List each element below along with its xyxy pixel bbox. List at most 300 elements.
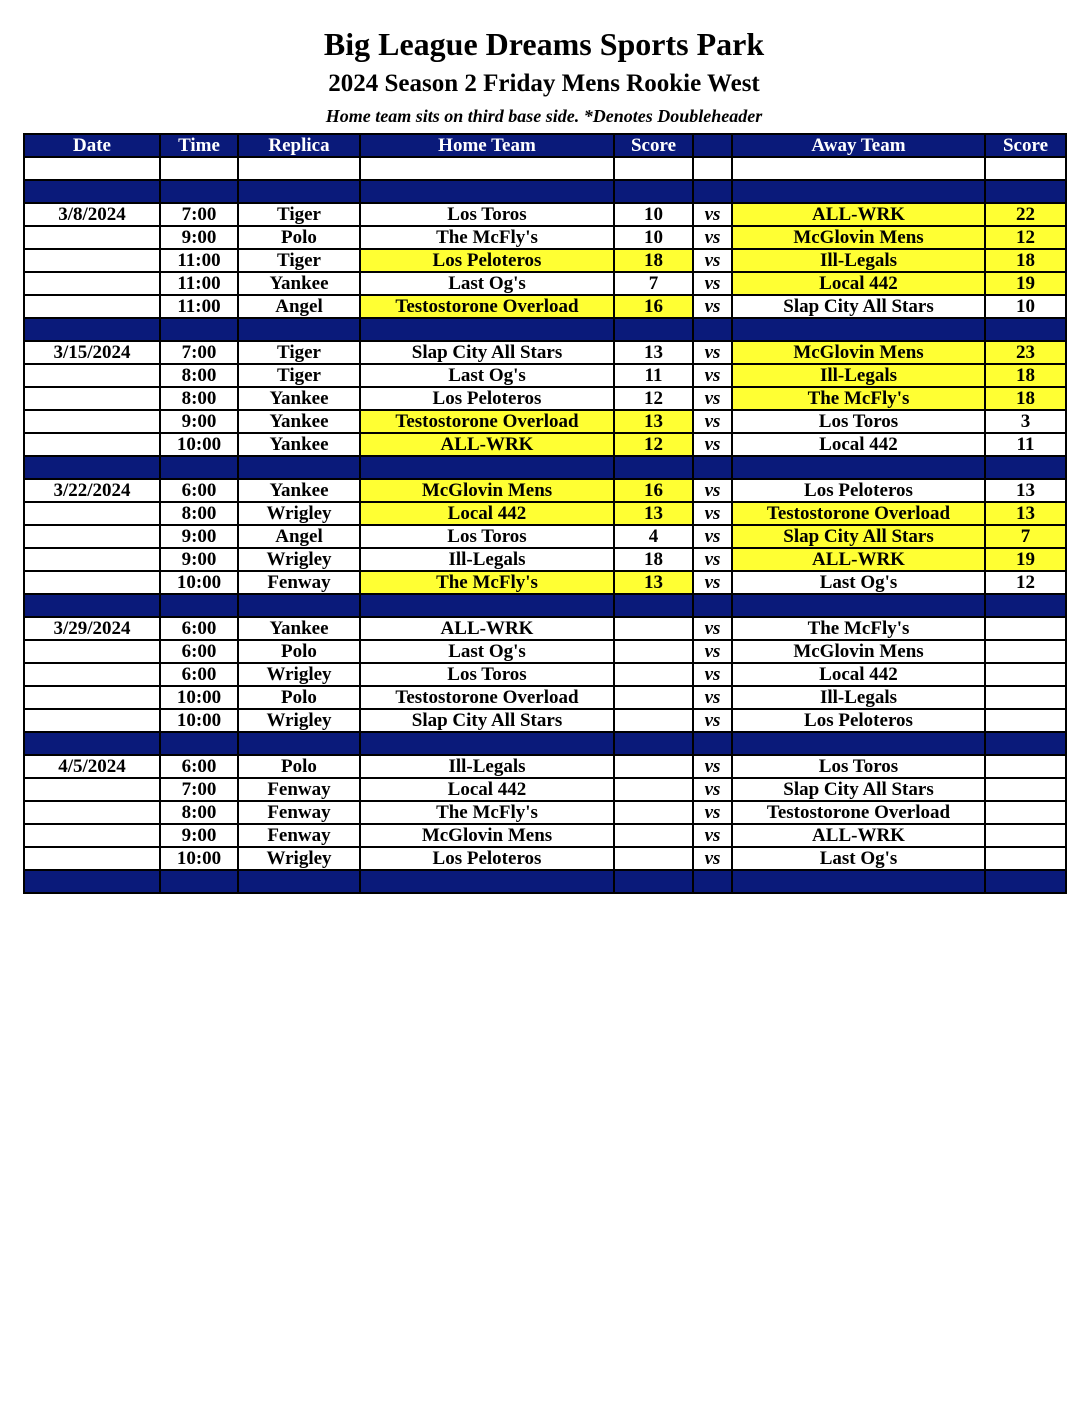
game-time: 10:00 <box>160 433 238 456</box>
vs-label: vs <box>693 295 732 318</box>
page-subtitle: 2024 Season 2 Friday Mens Rookie West <box>328 70 760 97</box>
home-team: Last Og's <box>360 640 614 663</box>
game-row <box>24 778 1066 801</box>
home-score: 12 <box>614 433 693 456</box>
home-score <box>614 709 693 732</box>
game-time: 10:00 <box>160 709 238 732</box>
game-date <box>24 272 160 295</box>
away-score: 13 <box>985 502 1066 525</box>
away-score <box>985 755 1066 778</box>
separator-cell <box>732 870 985 893</box>
week-separator <box>24 594 1066 617</box>
game-date <box>24 525 160 548</box>
game-field: Polo <box>238 640 360 663</box>
separator-cell <box>160 456 238 479</box>
home-team: Local 442 <box>360 502 614 525</box>
game-field: Wrigley <box>238 847 360 870</box>
home-score <box>614 686 693 709</box>
away-score: 23 <box>985 341 1066 364</box>
separator-cell <box>614 594 693 617</box>
game-time: 10:00 <box>160 571 238 594</box>
blank-row <box>24 157 1066 180</box>
game-date <box>24 433 160 456</box>
away-score: 13 <box>985 479 1066 502</box>
away-score: 12 <box>985 571 1066 594</box>
blank-cell <box>360 157 614 180</box>
game-date <box>24 709 160 732</box>
home-team: Los Peloteros <box>360 387 614 410</box>
home-score: 10 <box>614 226 693 249</box>
schedule-table <box>23 133 1067 894</box>
away-score: 18 <box>985 387 1066 410</box>
separator-cell <box>238 594 360 617</box>
game-row <box>24 824 1066 847</box>
separator-cell <box>238 318 360 341</box>
away-team: Los Toros <box>732 410 985 433</box>
separator-cell <box>238 456 360 479</box>
away-team: ALL-WRK <box>732 548 985 571</box>
col-header-time: Time <box>160 134 238 157</box>
separator-cell <box>693 318 732 341</box>
away-score <box>985 778 1066 801</box>
home-score <box>614 640 693 663</box>
home-score <box>614 801 693 824</box>
home-score <box>614 617 693 640</box>
away-team: McGlovin Mens <box>732 341 985 364</box>
away-score: 18 <box>985 249 1066 272</box>
home-score: 7 <box>614 272 693 295</box>
away-team: ALL-WRK <box>732 203 985 226</box>
game-field: Yankee <box>238 433 360 456</box>
vs-label: vs <box>693 824 732 847</box>
game-date <box>24 663 160 686</box>
separator-cell <box>693 594 732 617</box>
blank-cell <box>985 157 1066 180</box>
separator-cell <box>160 732 238 755</box>
home-team: Ill-Legals <box>360 548 614 571</box>
vs-label: vs <box>693 272 732 295</box>
game-field: Angel <box>238 295 360 318</box>
away-team: Local 442 <box>732 433 985 456</box>
separator-cell <box>985 732 1066 755</box>
game-row <box>24 640 1066 663</box>
vs-label: vs <box>693 364 732 387</box>
home-score: 13 <box>614 410 693 433</box>
game-field: Wrigley <box>238 548 360 571</box>
separator-cell <box>360 180 614 203</box>
away-score <box>985 801 1066 824</box>
home-score: 16 <box>614 479 693 502</box>
game-field: Yankee <box>238 617 360 640</box>
game-field: Yankee <box>238 479 360 502</box>
home-score: 13 <box>614 341 693 364</box>
blank-cell <box>160 157 238 180</box>
game-date <box>24 801 160 824</box>
game-field: Polo <box>238 755 360 778</box>
separator-cell <box>24 180 160 203</box>
away-team: Ill-Legals <box>732 249 985 272</box>
schedule-note: Home team sits on third base side. *Denotes Doubleheader <box>325 106 763 126</box>
separator-cell <box>24 732 160 755</box>
game-row <box>24 410 1066 433</box>
vs-label: vs <box>693 755 732 778</box>
home-score: 12 <box>614 387 693 410</box>
game-field: Wrigley <box>238 709 360 732</box>
game-field: Yankee <box>238 410 360 433</box>
game-row <box>24 525 1066 548</box>
game-row <box>24 847 1066 870</box>
separator-cell <box>693 732 732 755</box>
game-field: Yankee <box>238 272 360 295</box>
home-team: The McFly's <box>360 571 614 594</box>
game-row <box>24 571 1066 594</box>
blank-cell <box>693 157 732 180</box>
game-row <box>24 341 1066 364</box>
game-date <box>24 226 160 249</box>
game-date <box>24 410 160 433</box>
game-time: 10:00 <box>160 686 238 709</box>
away-team: Testostorone Overload <box>732 801 985 824</box>
game-row <box>24 249 1066 272</box>
separator-cell <box>693 180 732 203</box>
away-score: 19 <box>985 548 1066 571</box>
separator-cell <box>732 594 985 617</box>
game-row <box>24 433 1066 456</box>
vs-label: vs <box>693 847 732 870</box>
separator-cell <box>24 870 160 893</box>
game-row <box>24 755 1066 778</box>
separator-cell <box>24 456 160 479</box>
home-team: Slap City All Stars <box>360 709 614 732</box>
away-score: 18 <box>985 364 1066 387</box>
separator-cell <box>238 180 360 203</box>
separator-cell <box>614 180 693 203</box>
game-time: 9:00 <box>160 410 238 433</box>
away-score: 3 <box>985 410 1066 433</box>
col-header-home-score: Score <box>614 134 693 157</box>
away-team: Local 442 <box>732 272 985 295</box>
week-separator <box>24 318 1066 341</box>
vs-label: vs <box>693 226 732 249</box>
separator-cell <box>24 318 160 341</box>
game-date <box>24 249 160 272</box>
away-score <box>985 686 1066 709</box>
game-field: Polo <box>238 686 360 709</box>
game-time: 8:00 <box>160 801 238 824</box>
home-team: Testostorone Overload <box>360 686 614 709</box>
game-row <box>24 479 1066 502</box>
game-field: Fenway <box>238 778 360 801</box>
game-field: Tiger <box>238 203 360 226</box>
game-time: 7:00 <box>160 203 238 226</box>
away-score: 12 <box>985 226 1066 249</box>
col-header-vs <box>693 134 732 157</box>
vs-label: vs <box>693 249 732 272</box>
home-team: Los Toros <box>360 203 614 226</box>
game-row <box>24 364 1066 387</box>
game-date <box>24 548 160 571</box>
separator-cell <box>732 180 985 203</box>
game-date <box>24 364 160 387</box>
separator-cell <box>614 732 693 755</box>
separator-cell <box>24 594 160 617</box>
vs-label: vs <box>693 387 732 410</box>
game-time: 7:00 <box>160 778 238 801</box>
game-time: 6:00 <box>160 663 238 686</box>
away-score: 19 <box>985 272 1066 295</box>
game-date <box>24 502 160 525</box>
home-team: The McFly's <box>360 801 614 824</box>
separator-cell <box>160 870 238 893</box>
home-score: 4 <box>614 525 693 548</box>
game-date <box>24 824 160 847</box>
vs-label: vs <box>693 617 732 640</box>
game-date <box>24 778 160 801</box>
away-team: Ill-Legals <box>732 686 985 709</box>
game-row <box>24 801 1066 824</box>
game-row <box>24 686 1066 709</box>
game-time: 8:00 <box>160 364 238 387</box>
col-header-date: Date <box>24 134 160 157</box>
vs-label: vs <box>693 801 732 824</box>
separator-cell <box>360 594 614 617</box>
week-separator <box>24 732 1066 755</box>
game-date <box>24 387 160 410</box>
vs-label: vs <box>693 479 732 502</box>
schedule-body <box>24 157 1066 893</box>
home-score: 18 <box>614 249 693 272</box>
away-score: 11 <box>985 433 1066 456</box>
game-row <box>24 502 1066 525</box>
home-score: 11 <box>614 364 693 387</box>
game-time: 6:00 <box>160 755 238 778</box>
separator-cell <box>732 318 985 341</box>
away-team: Ill-Legals <box>732 364 985 387</box>
away-score <box>985 824 1066 847</box>
away-score <box>985 640 1066 663</box>
game-date <box>24 295 160 318</box>
game-date <box>24 571 160 594</box>
away-score <box>985 709 1066 732</box>
game-date <box>24 847 160 870</box>
separator-cell <box>693 870 732 893</box>
game-field: Yankee <box>238 387 360 410</box>
game-field: Fenway <box>238 824 360 847</box>
blank-cell <box>238 157 360 180</box>
game-field: Angel <box>238 525 360 548</box>
home-team: McGlovin Mens <box>360 479 614 502</box>
game-time: 9:00 <box>160 548 238 571</box>
separator-cell <box>360 870 614 893</box>
away-team: Last Og's <box>732 571 985 594</box>
home-team: Last Og's <box>360 272 614 295</box>
game-date: 3/29/2024 <box>24 617 160 640</box>
separator-cell <box>732 456 985 479</box>
home-score: 18 <box>614 548 693 571</box>
home-team: McGlovin Mens <box>360 824 614 847</box>
away-team: ALL-WRK <box>732 824 985 847</box>
vs-label: vs <box>693 203 732 226</box>
game-time: 9:00 <box>160 824 238 847</box>
week-separator <box>24 180 1066 203</box>
game-row <box>24 226 1066 249</box>
separator-cell <box>693 456 732 479</box>
home-team: Los Peloteros <box>360 249 614 272</box>
game-date: 3/22/2024 <box>24 479 160 502</box>
vs-label: vs <box>693 548 732 571</box>
home-score: 10 <box>614 203 693 226</box>
away-team: McGlovin Mens <box>732 640 985 663</box>
away-score <box>985 663 1066 686</box>
separator-cell <box>614 318 693 341</box>
game-field: Tiger <box>238 341 360 364</box>
vs-label: vs <box>693 640 732 663</box>
game-row <box>24 548 1066 571</box>
away-team: McGlovin Mens <box>732 226 985 249</box>
game-field: Wrigley <box>238 502 360 525</box>
blank-cell <box>24 157 160 180</box>
header-row <box>24 134 1066 157</box>
separator-cell <box>160 180 238 203</box>
game-row <box>24 709 1066 732</box>
away-team: Last Og's <box>732 847 985 870</box>
vs-label: vs <box>693 410 732 433</box>
vs-label: vs <box>693 525 732 548</box>
vs-label: vs <box>693 778 732 801</box>
separator-cell <box>732 732 985 755</box>
away-team: Los Peloteros <box>732 479 985 502</box>
game-date <box>24 640 160 663</box>
separator-cell <box>614 456 693 479</box>
home-score: 16 <box>614 295 693 318</box>
game-field: Tiger <box>238 249 360 272</box>
separator-cell <box>985 870 1066 893</box>
blank-cell <box>732 157 985 180</box>
home-team: ALL-WRK <box>360 433 614 456</box>
game-field: Fenway <box>238 801 360 824</box>
home-score <box>614 847 693 870</box>
separator-cell <box>985 318 1066 341</box>
separator-cell <box>360 732 614 755</box>
game-field: Polo <box>238 226 360 249</box>
away-score: 22 <box>985 203 1066 226</box>
away-team: Local 442 <box>732 663 985 686</box>
game-row <box>24 387 1066 410</box>
game-time: 9:00 <box>160 525 238 548</box>
separator-cell <box>614 870 693 893</box>
separator-cell <box>985 594 1066 617</box>
game-row <box>24 203 1066 226</box>
home-score <box>614 663 693 686</box>
game-time: 6:00 <box>160 640 238 663</box>
vs-label: vs <box>693 502 732 525</box>
vs-label: vs <box>693 341 732 364</box>
away-score: 10 <box>985 295 1066 318</box>
game-date <box>24 686 160 709</box>
week-separator <box>24 456 1066 479</box>
game-time: 7:00 <box>160 341 238 364</box>
game-time: 10:00 <box>160 847 238 870</box>
separator-cell <box>238 732 360 755</box>
home-team: Slap City All Stars <box>360 341 614 364</box>
home-team: Los Peloteros <box>360 847 614 870</box>
home-team: Los Toros <box>360 525 614 548</box>
game-time: 9:00 <box>160 226 238 249</box>
separator-cell <box>360 318 614 341</box>
game-time: 11:00 <box>160 272 238 295</box>
vs-label: vs <box>693 709 732 732</box>
away-team: Slap City All Stars <box>732 778 985 801</box>
blank-cell <box>614 157 693 180</box>
away-team: Slap City All Stars <box>732 525 985 548</box>
home-team: The McFly's <box>360 226 614 249</box>
game-time: 11:00 <box>160 295 238 318</box>
home-team: Los Toros <box>360 663 614 686</box>
away-team: Testostorone Overload <box>732 502 985 525</box>
away-score <box>985 617 1066 640</box>
col-header-away-score: Score <box>985 134 1066 157</box>
separator-cell <box>160 594 238 617</box>
vs-label: vs <box>693 571 732 594</box>
col-header-away-team: Away Team <box>732 134 985 157</box>
away-score: 7 <box>985 525 1066 548</box>
game-date: 3/8/2024 <box>24 203 160 226</box>
vs-label: vs <box>693 433 732 456</box>
home-team: Last Og's <box>360 364 614 387</box>
game-time: 8:00 <box>160 502 238 525</box>
game-time: 6:00 <box>160 617 238 640</box>
away-score <box>985 847 1066 870</box>
home-team: Testostorone Overload <box>360 295 614 318</box>
game-row <box>24 617 1066 640</box>
away-team: Los Peloteros <box>732 709 985 732</box>
separator-cell <box>160 318 238 341</box>
game-field: Wrigley <box>238 663 360 686</box>
separator-cell <box>360 456 614 479</box>
game-date: 4/5/2024 <box>24 755 160 778</box>
page-title: Big League Dreams Sports Park <box>323 26 765 62</box>
separator-cell <box>238 870 360 893</box>
home-score: 13 <box>614 571 693 594</box>
game-time: 6:00 <box>160 479 238 502</box>
game-time: 8:00 <box>160 387 238 410</box>
home-score <box>614 778 693 801</box>
col-header-replica: Replica <box>238 134 360 157</box>
vs-label: vs <box>693 686 732 709</box>
separator-cell <box>985 180 1066 203</box>
game-row <box>24 663 1066 686</box>
game-field: Fenway <box>238 571 360 594</box>
home-score <box>614 755 693 778</box>
away-team: The McFly's <box>732 617 985 640</box>
away-team: Los Toros <box>732 755 985 778</box>
away-team: Slap City All Stars <box>732 295 985 318</box>
game-time: 11:00 <box>160 249 238 272</box>
separator-cell <box>985 456 1066 479</box>
home-team: ALL-WRK <box>360 617 614 640</box>
week-separator <box>24 870 1066 893</box>
away-team: The McFly's <box>732 387 985 410</box>
game-date: 3/15/2024 <box>24 341 160 364</box>
home-score <box>614 824 693 847</box>
home-score: 13 <box>614 502 693 525</box>
home-team: Local 442 <box>360 778 614 801</box>
game-row <box>24 295 1066 318</box>
vs-label: vs <box>693 663 732 686</box>
col-header-home-team: Home Team <box>360 134 614 157</box>
home-team: Ill-Legals <box>360 755 614 778</box>
game-row <box>24 272 1066 295</box>
